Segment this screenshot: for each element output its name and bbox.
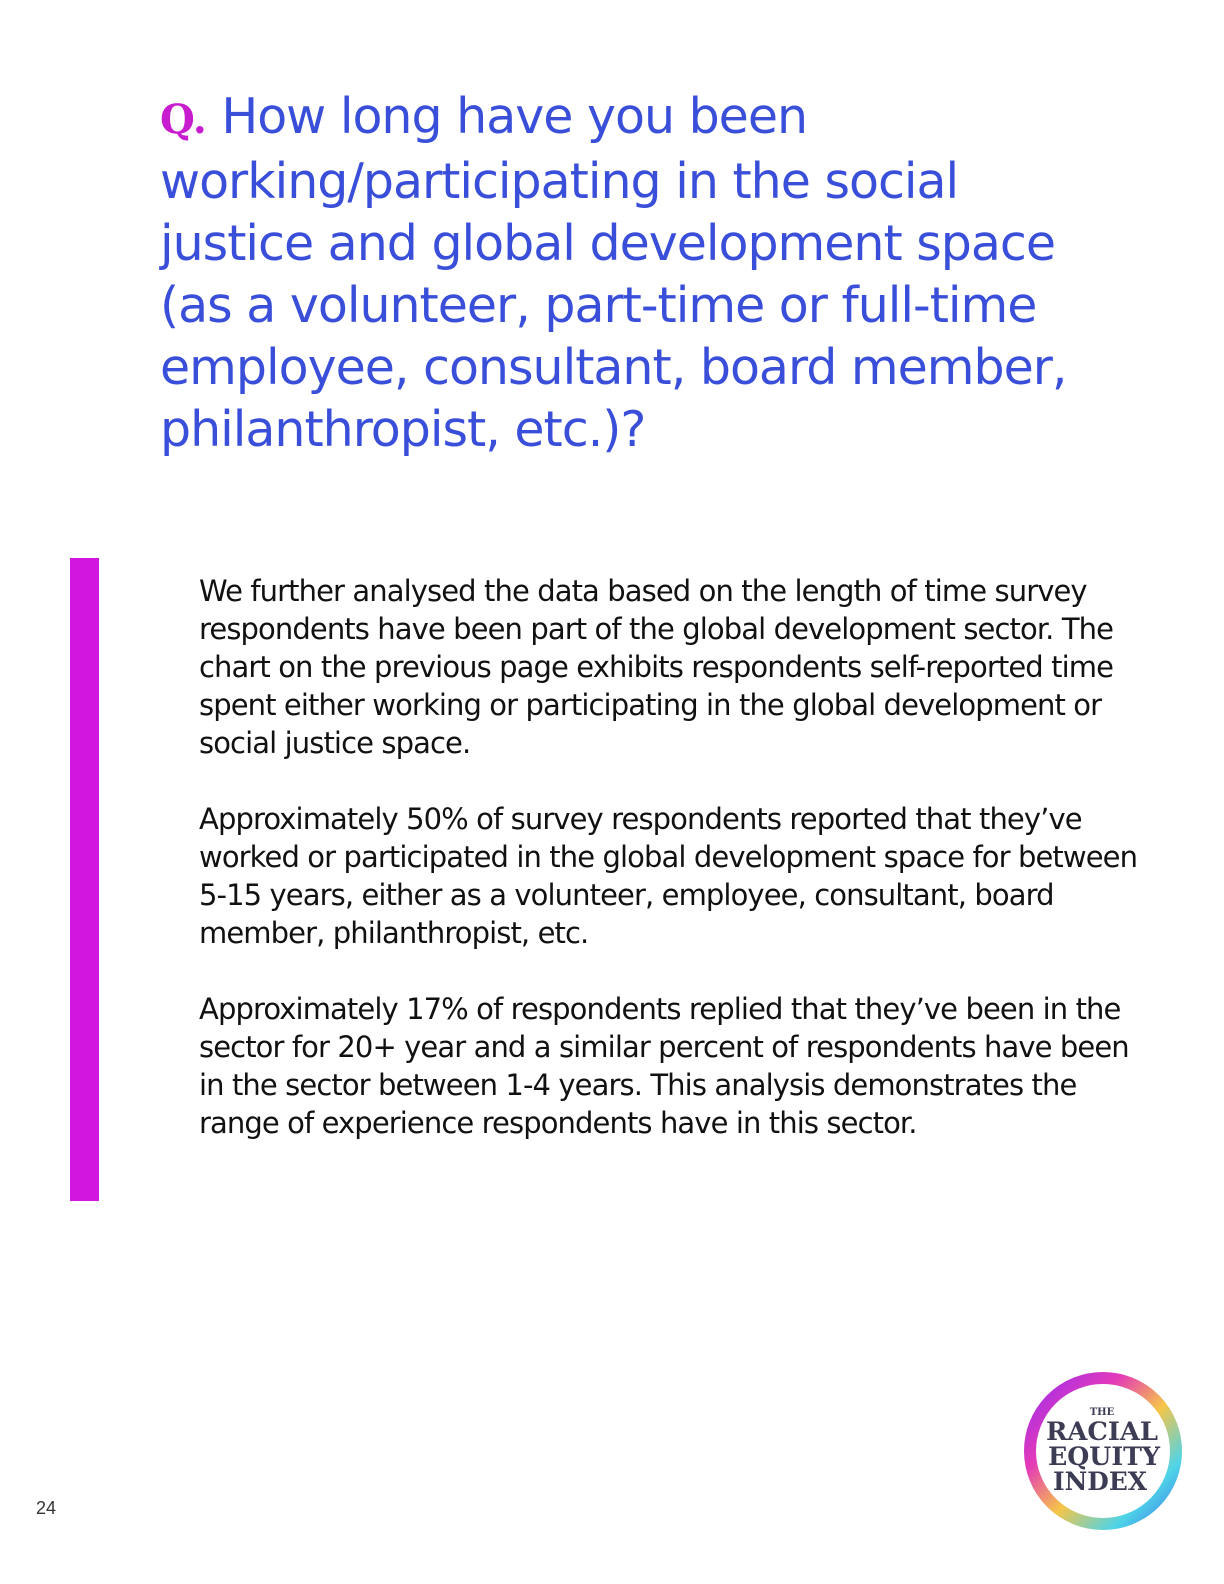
logo-line-index: INDEX — [1053, 1467, 1148, 1496]
page-number: 24 — [36, 1498, 57, 1518]
racial-equity-index-logo — [1020, 1368, 1186, 1534]
logo-line-the: THE — [1089, 1407, 1115, 1418]
question-text: How long have you been working/participating in the social justice and global development space (as a volunteer, part-time or full-time employee, consultant, board member, philanthropist, etc.)? — [160, 88, 1067, 458]
question-prefix: Q. — [160, 96, 207, 143]
accent-bar — [70, 558, 99, 1201]
question-heading — [160, 86, 1120, 461]
body-text — [199, 572, 1159, 1180]
logo-line-racial: RACIAL — [1046, 1417, 1159, 1446]
logo-line-equity: EQUITY — [1048, 1442, 1162, 1471]
paragraph-3: Approximately 17% of respondents replied that they’ve been in the sector for 20+ year and a similar percent of respondents have been in the sector between 1-4 years. This analysis demonstrates the range of experience respondents have in this sector. — [199, 992, 1129, 1140]
paragraph-1: We further analysed the data based on the length of time survey respondents have been part of the global development sector. The chart on the previous page exhibits respondents self-reported time spent either working or participating in the global development or social justice space. — [199, 574, 1114, 760]
paragraph-2: Approximately 50% of survey respondents reported that they’ve worked or participated in the global development space for between 5-15 years, either as a volunteer, employee, consultant, board member, philanthropist, etc. — [199, 802, 1138, 950]
